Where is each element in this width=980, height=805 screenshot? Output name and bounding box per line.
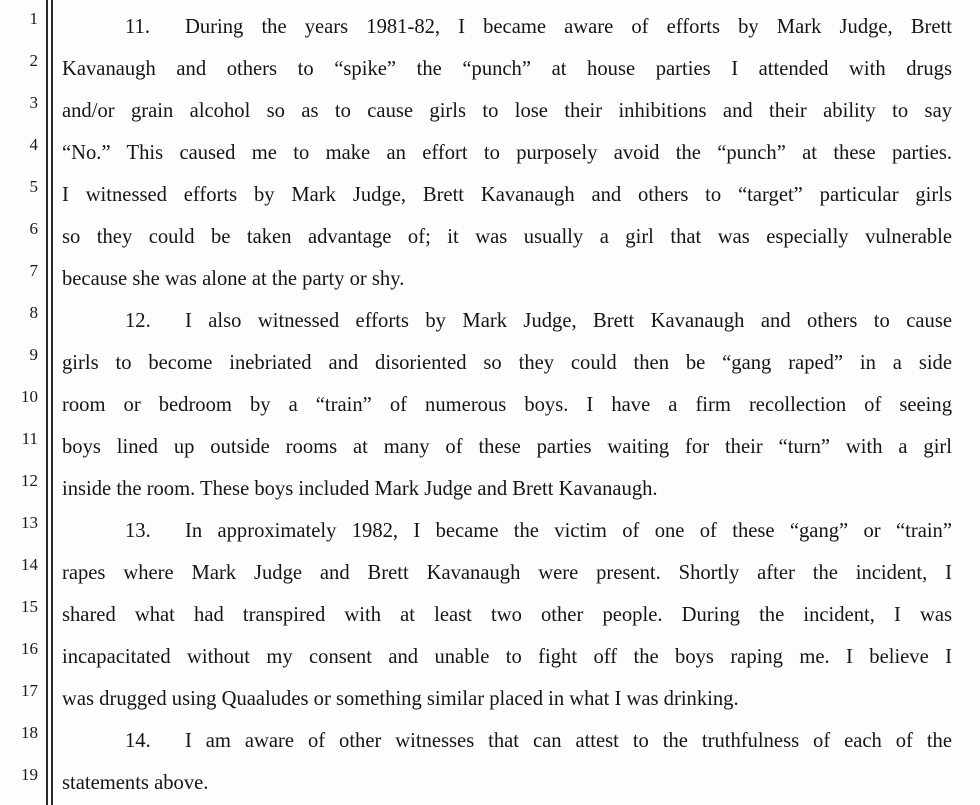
paragraph-13-line [62, 517, 952, 545]
text-line: inside the room. These boys included Mark Judge and Brett Kavanaugh. [62, 478, 658, 500]
line-number: 11 [21, 429, 38, 448]
line-number: 9 [29, 345, 38, 364]
paragraph-number: 13. [125, 520, 151, 542]
line-number: 10 [21, 387, 38, 406]
line-text: During the years 1981-82, I became aware of efforts by Mark Judge, Brett [185, 16, 952, 38]
line-number: 2 [29, 51, 38, 70]
line-number: 14 [21, 555, 38, 574]
line-number: 6 [29, 219, 38, 238]
margin-rule-outer [46, 0, 48, 805]
text-line: because she was alone at the party or shy. [62, 268, 405, 290]
text-line: statements above. [62, 772, 209, 794]
paragraph-14-line [62, 727, 952, 755]
line-number: 1 [29, 9, 38, 28]
line-text: I am aware of other witnesses that can attest to the truthfulness of each of the [185, 730, 952, 752]
line-number: 7 [29, 261, 38, 280]
text-line: rapes where Mark Judge and Brett Kavanaugh were present. Shortly after the incident, I [62, 562, 952, 584]
line-number: 18 [21, 723, 38, 742]
line-number: 3 [29, 93, 38, 112]
paragraph-number: 11. [125, 16, 150, 38]
line-text: I also witnessed efforts by Mark Judge, Brett Kavanaugh and others to cause [185, 310, 952, 332]
line-number: 16 [21, 639, 38, 658]
text-line: girls to become inebriated and disoriented so they could then be “gang raped” in a side [62, 352, 952, 374]
line-number: 12 [21, 471, 38, 490]
line-text: In approximately 1982, I became the victim of one of these “gang” or “train” [185, 520, 952, 542]
paragraph-11-line [62, 13, 952, 41]
text-line: and/or grain alcohol so as to cause girls to lose their inhibitions and their ability to say [62, 100, 952, 122]
text-line: boys lined up outside rooms at many of these parties waiting for their “turn” with a girl [62, 436, 952, 458]
text-line: incapacitated without my consent and unable to fight off the boys raping me. I believe I [62, 646, 952, 668]
text-line: shared what had transpired with at least two other people. During the incident, I was [62, 604, 952, 626]
paragraph-number: 14. [125, 730, 151, 752]
text-line: so they could be taken advantage of; it was usually a girl that was especially vulnerable [62, 226, 952, 248]
line-number: 15 [21, 597, 38, 616]
line-number: 17 [21, 681, 38, 700]
text-line: I witnessed efforts by Mark Judge, Brett Kavanaugh and others to “target” particular girls [62, 184, 952, 206]
text-line: “No.” This caused me to make an effort to purposely avoid the “punch” at these parties. [62, 142, 952, 164]
text-line: Kavanaugh and others to “spike” the “punch” at house parties I attended with drugs [62, 58, 952, 80]
line-number: 4 [29, 135, 38, 154]
line-number: 13 [21, 513, 38, 532]
margin-rule-inner [51, 0, 53, 805]
paragraph-12-line [62, 307, 952, 335]
text-line: room or bedroom by a “train” of numerous boys. I have a firm recollection of seeing [62, 394, 952, 416]
line-number: 5 [29, 177, 38, 196]
paragraph-number: 12. [125, 310, 151, 332]
line-number: 8 [29, 303, 38, 322]
text-line: was drugged using Quaaludes or something similar placed in what I was drinking. [62, 688, 739, 710]
line-number: 19 [21, 765, 38, 784]
